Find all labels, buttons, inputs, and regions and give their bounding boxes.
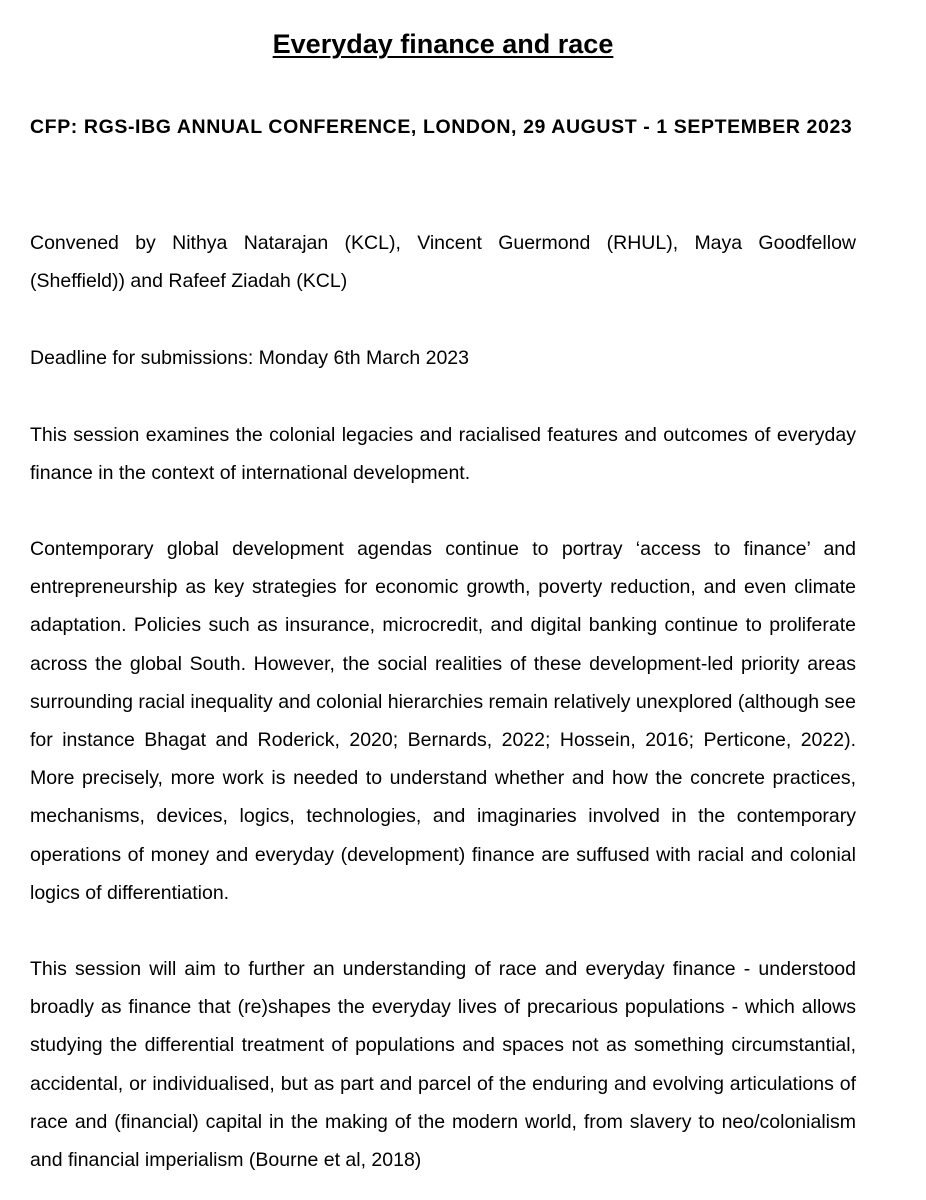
conveners-text: Convened by Nithya Natarajan (KCL), Vincent Guermond (RHUL), Maya Goodfellow (Sheffield)) and Rafeef Ziadah (KCL) [30, 232, 856, 293]
deadline-text: Deadline for submissions: Monday 6th March 2023 [30, 347, 469, 369]
paragraph-intro: This session examines the colonial legacies and racialised features and outcomes of everyday finance in the context of international development. [30, 424, 856, 485]
cfp-heading: CFP: RGS-IBG ANNUAL CONFERENCE, LONDON, 29 AUGUST - 1 SEPTEMBER 2023 [30, 116, 853, 138]
document-title: Everyday finance and race [272, 29, 614, 59]
paragraph-aim: This session will aim to further an understanding of race and everyday finance - understood broadly as finance that (re)shapes the everyday lives of precarious populations - which allows studying the differential treatment of populations and spaces not as something circumstantial, accidental, or individualised, but as part and parcel of the enduring and evolving articulations of race and (financial) capital in the making of the modern world, from slavery to neo/colonialism and financial imperialism (Bourne et al, 2018) [30, 958, 856, 1172]
paragraph-context: Contemporary global development agendas continue to portray ‘access to finance’ and entrepreneurship as key strategies for economic growth, poverty reduction, and even climate adaptation. Policies such as insurance, microcredit, and digital banking continue to proliferate across the global South. However, the social realities of these development-led priority areas surrounding racial inequality and colonial hierarchies remain relatively unexplored (although see for instance Bhagat and Roderick, 2020; Bernards, 2022; Hossein, 2016; Perticone, 2022). More precisely, more work is needed to understand whether and how the concrete practices, mechanisms, devices, logics, technologies, and imaginaries involved in the contemporary operations of money and everyday (development) finance are suffused with racial and colonial logics of differentiation. [30, 538, 856, 904]
